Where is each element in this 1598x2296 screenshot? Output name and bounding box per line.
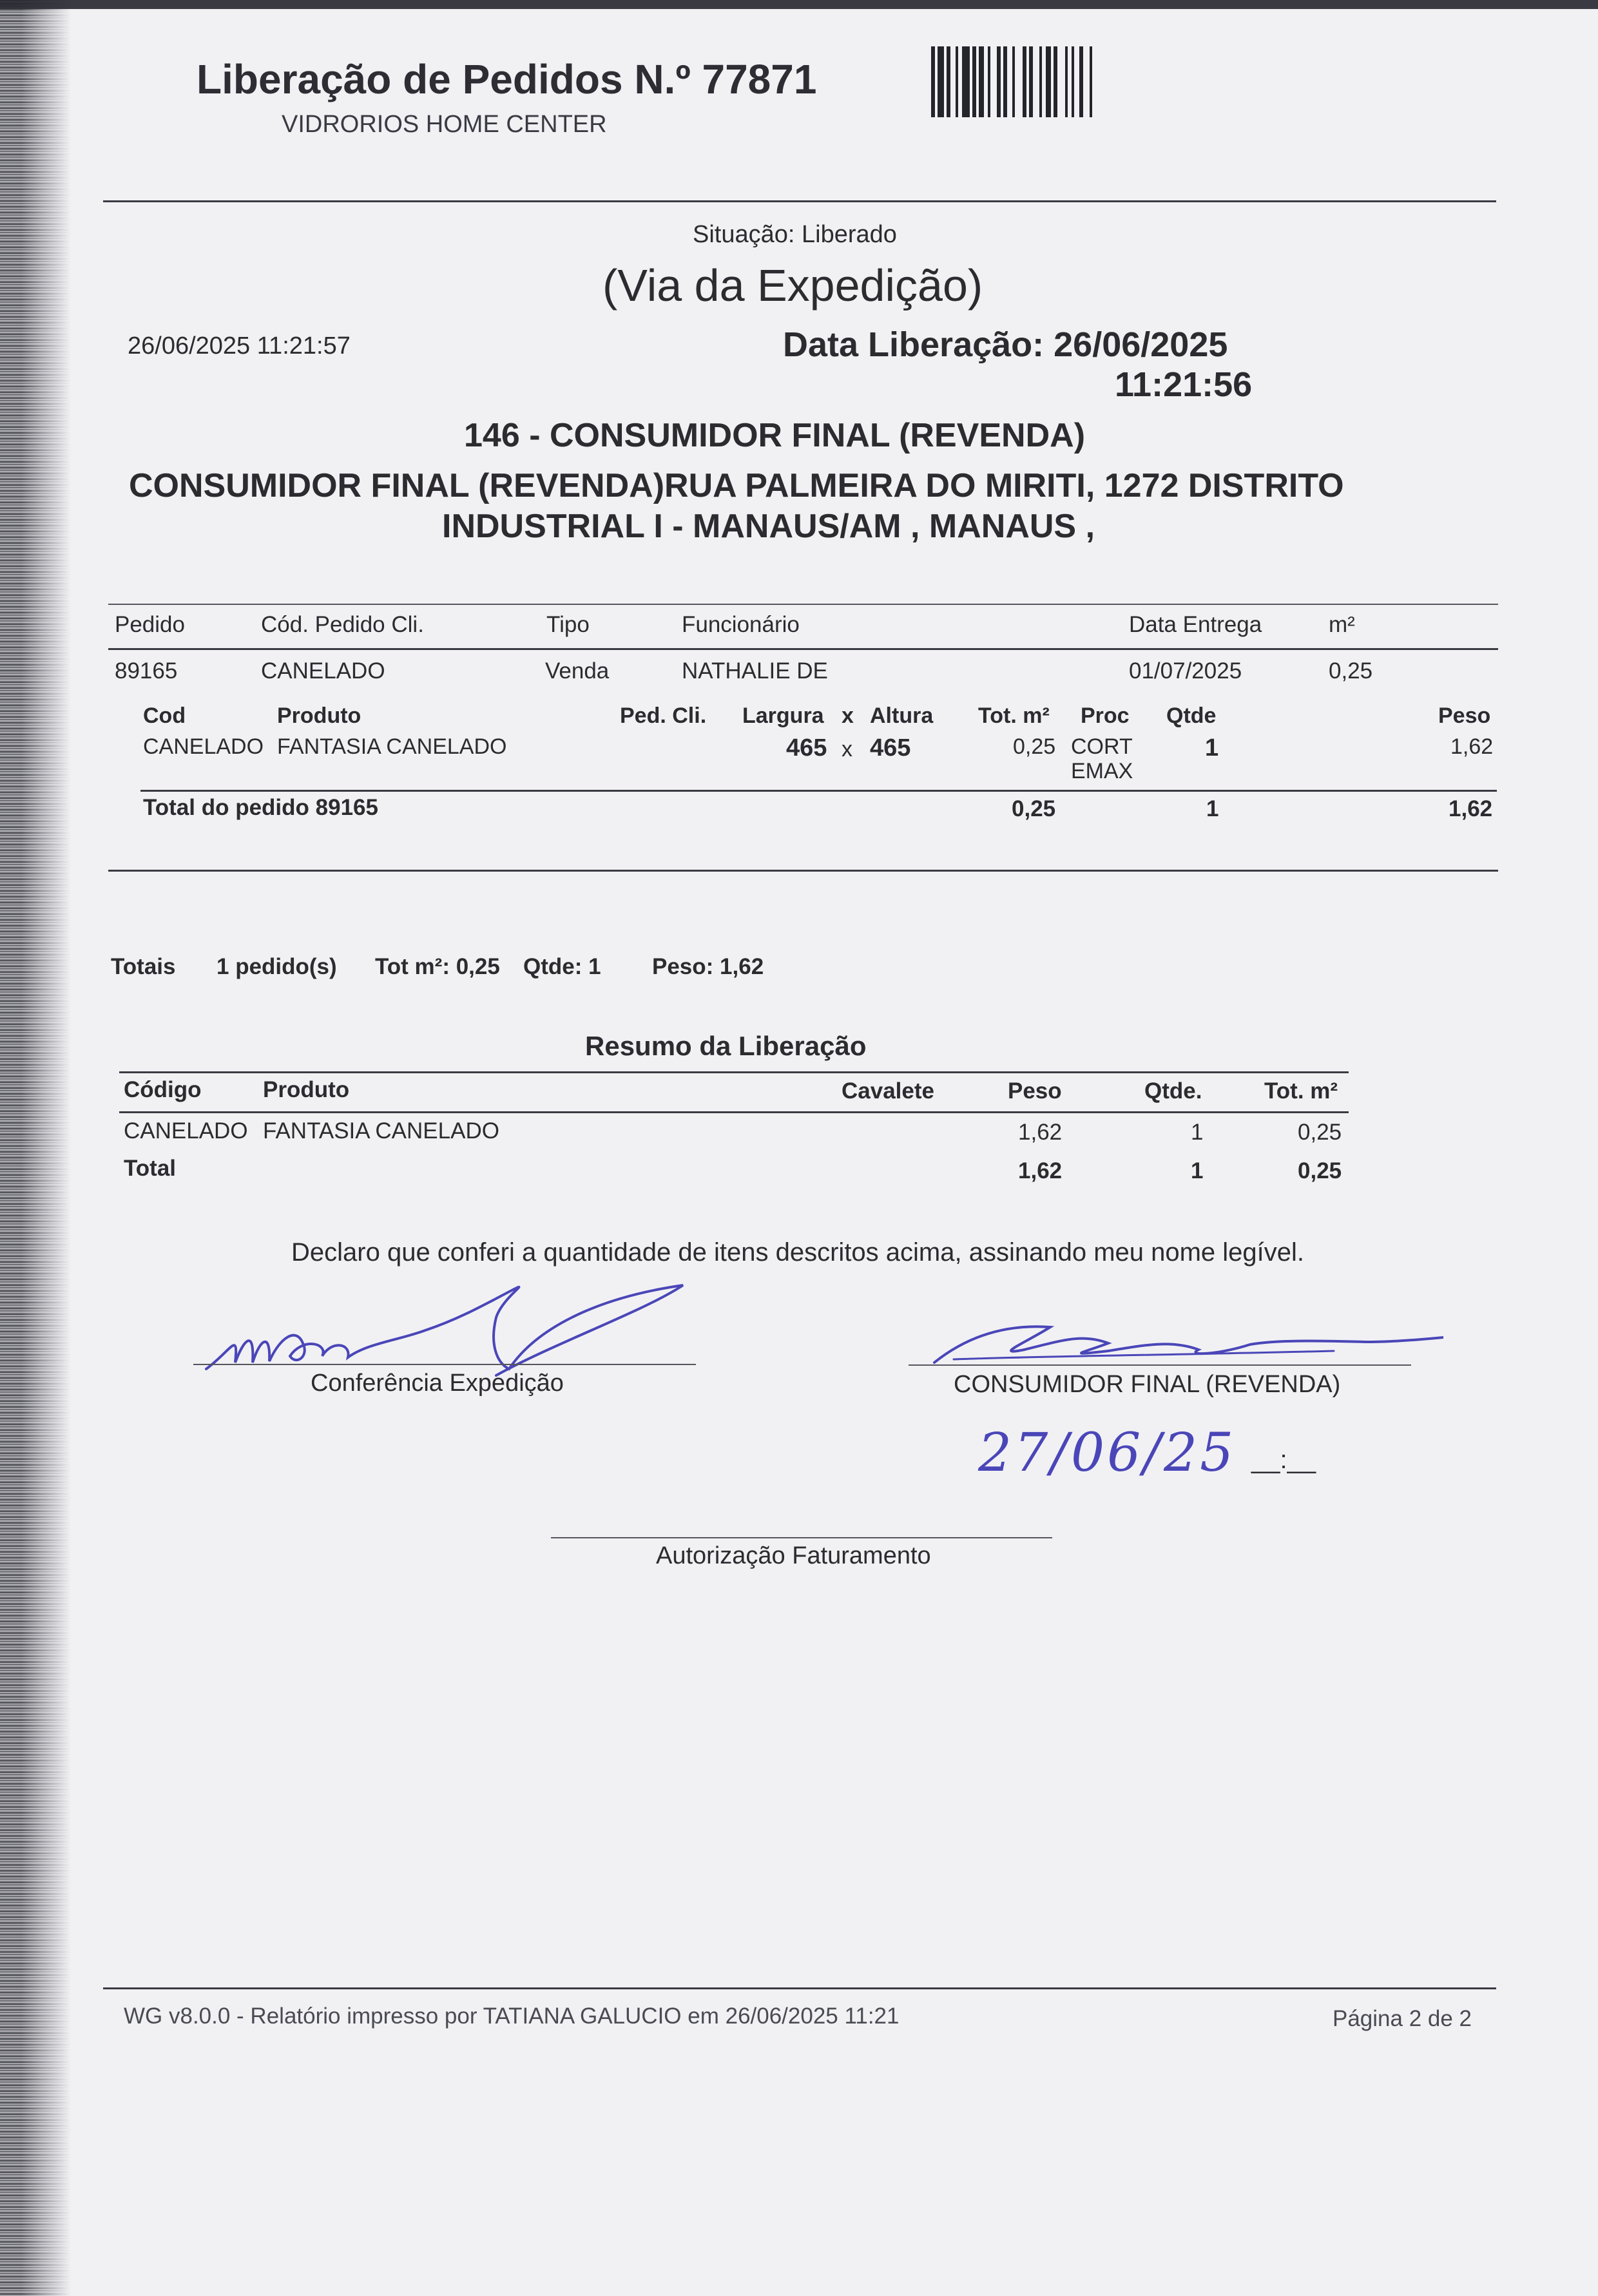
release-date: Data Liberação: 26/06/2025 (783, 325, 1228, 364)
item-header-ped-cli: Ped. Cli. (620, 703, 707, 728)
order-funcionario: NATHALIE DE (682, 658, 828, 684)
header-cod-pedido-cli: Cód. Pedido Cli. (261, 612, 424, 637)
item-x: x (842, 737, 852, 761)
barcode-bar (1007, 46, 1012, 117)
order-m2: 0,25 (1329, 658, 1373, 684)
signature-line-right (909, 1364, 1411, 1366)
time-placeholder: __:__ (1251, 1446, 1316, 1474)
item-qtde: 1 (1205, 734, 1219, 761)
item-proc-1: CORT (1071, 734, 1133, 759)
header-pedido: Pedido (115, 612, 185, 637)
summary-header-peso: Peso (1008, 1078, 1062, 1104)
item-proc-2: EMAX (1071, 759, 1133, 783)
item-header-largura: Largura (742, 703, 824, 728)
summary-qtde: 1 (1191, 1120, 1204, 1145)
summary-header-produto: Produto (263, 1077, 350, 1102)
order-total-qtde: 1 (1206, 796, 1219, 821)
summary-header-rule (119, 1111, 1349, 1113)
item-header-produto: Produto (277, 703, 361, 728)
scan-left-edge (0, 0, 71, 2296)
release-time: 11:21:56 (1115, 365, 1253, 404)
summary-produto: FANTASIA CANELADO (263, 1118, 499, 1143)
signature-line-left (193, 1364, 696, 1365)
order-total-peso: 1,62 (1449, 796, 1493, 821)
summary-codigo: CANELADO (124, 1118, 248, 1143)
order-tipo: Venda (545, 658, 610, 684)
summary-total-tot-m2: 0,25 (1298, 1158, 1342, 1183)
client-code: 146 - CONSUMIDOR FINAL (REVENDA) (464, 417, 1086, 454)
totals-qtde: Qtde: 1 (523, 954, 601, 979)
print-datetime: 26/06/2025 11:21:57 (128, 332, 351, 359)
barcode-bar (990, 46, 997, 117)
item-header-cod: Cod (143, 703, 186, 728)
item-produto: FANTASIA CANELADO (277, 734, 507, 759)
totals-peso: Peso: 1,62 (652, 954, 764, 979)
summary-header-cavalete: Cavalete (842, 1078, 934, 1104)
order-cod-pedido-cli: CANELADO (261, 658, 385, 684)
header-tipo: Tipo (546, 612, 590, 637)
handwritten-date: 27/06/25 (978, 1422, 1237, 1484)
order-table-bottom-rule (108, 870, 1498, 872)
item-header-peso: Peso (1438, 703, 1491, 728)
summary-peso: 1,62 (1018, 1120, 1063, 1145)
summary-tot-m2: 0,25 (1298, 1120, 1342, 1145)
declaration-text: Declaro que conferi a quantidade de itens descritos acima, assinando meu nome legível. (291, 1238, 1305, 1267)
authorization-line (551, 1537, 1052, 1538)
item-peso: 1,62 (1450, 734, 1494, 759)
summary-total-peso: 1,62 (1018, 1158, 1063, 1183)
summary-total-qtde: 1 (1191, 1158, 1204, 1183)
barcode-bar (1015, 46, 1023, 117)
summary-header-tot-m2: Tot. m² (1264, 1078, 1338, 1104)
barcode-bar (1092, 46, 1096, 117)
barcode-bar (979, 46, 984, 117)
item-header-x: x (842, 703, 854, 728)
item-altura: 465 (870, 734, 911, 761)
item-header-qtde: Qtde (1166, 703, 1217, 728)
barcode (931, 46, 1176, 117)
header-divider (103, 200, 1496, 202)
item-cod: CANELADO (143, 734, 264, 759)
item-header-tot-m2: Tot. m² (978, 703, 1050, 728)
items-total-rule (140, 790, 1497, 792)
order-total-m2: 0,25 (1012, 796, 1056, 821)
order-data-entrega: 01/07/2025 (1129, 658, 1242, 684)
authorization-label: Autorização Faturamento (656, 1542, 931, 1569)
footer-rule (103, 1987, 1496, 1989)
company-name: VIDRORIOS HOME CENTER (282, 111, 607, 138)
status-line: Situação: Liberado (693, 221, 897, 248)
order-table-top-rule (108, 604, 1498, 605)
client-address-line2: INDUSTRIAL I - MANAUS/AM , MANAUS , (442, 508, 1095, 545)
barcode-bar (1033, 46, 1039, 117)
barcode-bar (1074, 46, 1079, 117)
order-pedido: 89165 (115, 658, 178, 684)
item-header-altura: Altura (870, 703, 934, 728)
barcode-bar (938, 46, 944, 117)
header-funcionario: Funcionário (682, 612, 800, 637)
summary-header-codigo: Código (124, 1077, 202, 1102)
totals-label: Totais (111, 954, 176, 979)
barcode-bar (1083, 46, 1090, 117)
item-largura: 465 (786, 734, 827, 761)
totals-pedidos: 1 pedido(s) (217, 954, 337, 979)
barcode-bar (1046, 46, 1051, 117)
order-table-header-rule (108, 648, 1498, 650)
barcode-bar (1057, 46, 1065, 117)
barcode-bar (962, 46, 970, 117)
copy-type: (Via da Expedição) (602, 260, 983, 311)
summary-top-rule (119, 1071, 1349, 1073)
header-data-entrega: Data Entrega (1129, 612, 1262, 637)
item-header-proc: Proc (1081, 703, 1130, 728)
client-address-line1: CONSUMIDOR FINAL (REVENDA)RUA PALMEIRA DO MIRITI, 1272 DISTRITO (129, 467, 1344, 504)
summary-total-label: Total (124, 1156, 177, 1181)
summary-header-qtde: Qtde. (1144, 1078, 1202, 1104)
footer-printed-by: WG v8.0.0 - Relatório impresso por TATIANA GALUCIO em 26/06/2025 11:21 (124, 2004, 900, 2029)
order-total-label: Total do pedido 89165 (143, 795, 378, 820)
signature-label-left: Conferência Expedição (311, 1370, 564, 1397)
item-tot-m2: 0,25 (1013, 734, 1056, 759)
barcode-bar (950, 46, 956, 117)
summary-title: Resumo da Liberação (585, 1031, 867, 1061)
footer-page: Página 2 de 2 (1333, 2006, 1472, 2031)
totals-tot-m2: Tot m²: 0,25 (375, 954, 500, 979)
header-m2: m² (1329, 612, 1355, 637)
signature-label-right: CONSUMIDOR FINAL (REVENDA) (954, 1371, 1341, 1398)
scan-top-border (0, 0, 1598, 9)
page-title: Liberação de Pedidos N.º 77871 (197, 56, 817, 102)
